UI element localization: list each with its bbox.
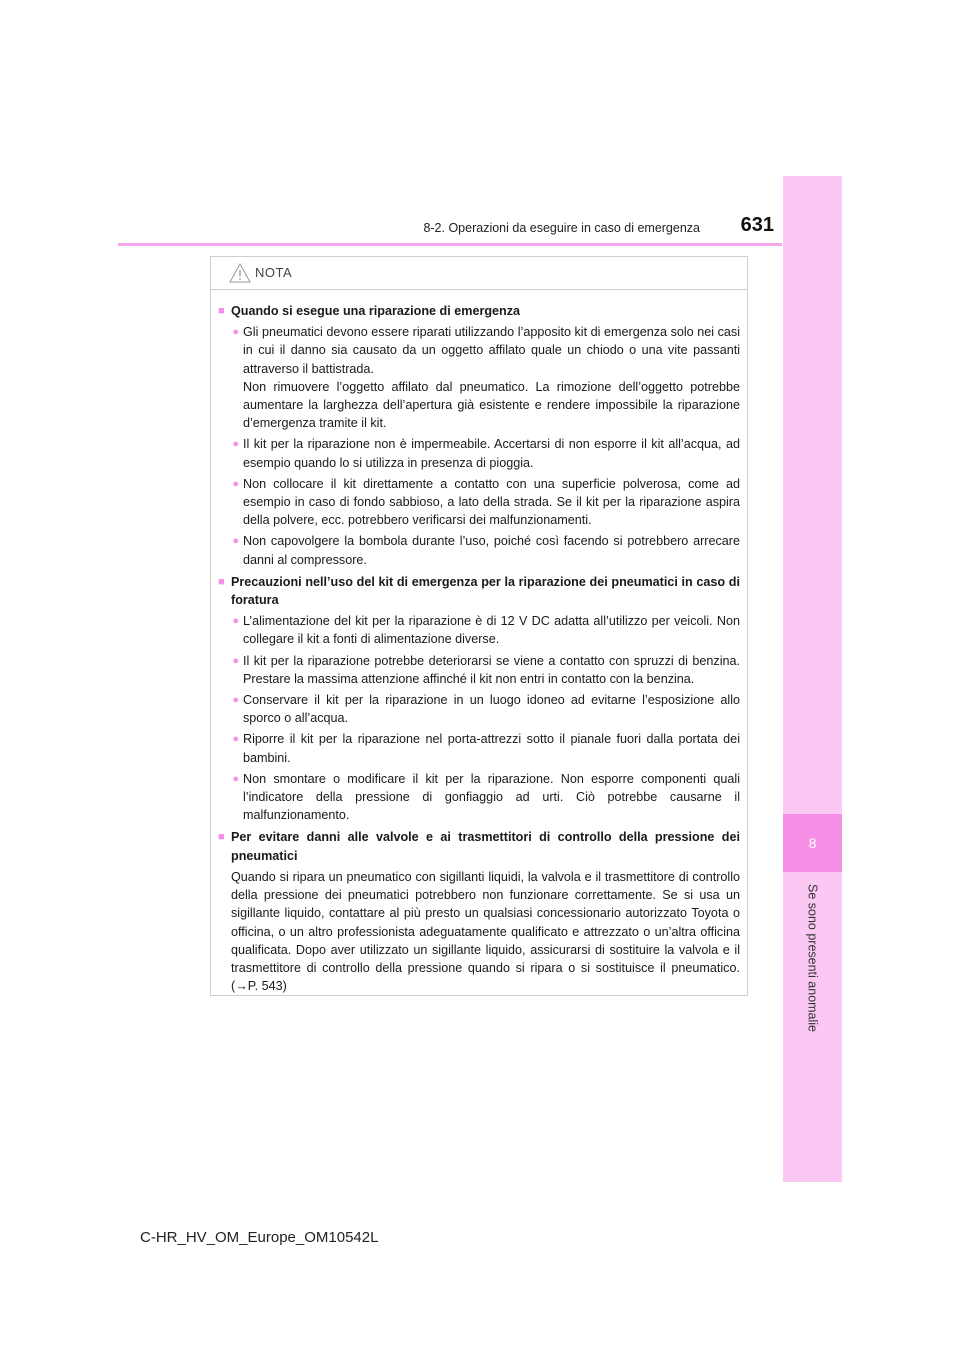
list-item-text	[243, 475, 740, 530]
list-item-paragraph: Non collocare il kit direttamente a contatto con una superficie polverosa, come ad esempio in caso di fondo sabbioso, a lato della strada. Se il kit per la riparazione aspira della polvere, ecc. potrebbero verificarsi dei malfunzionamenti.	[243, 476, 740, 528]
list-item-text	[243, 323, 740, 432]
list-item-paragraph: Il kit per la riparazione potrebbe deteriorarsi se viene a contatto con spruzzi di benzina. Prestare la massima attenzione affinché il kit non entri in contatto con la benzina.	[243, 653, 740, 686]
list-item-text	[243, 612, 740, 648]
section-paragraph	[231, 868, 740, 995]
circle-bullet-icon: ●	[232, 772, 239, 785]
arrow-right-icon: →	[235, 979, 248, 994]
section-title-text: Precauzioni nell’uso del kit di emergenza per la riparazione dei pneumatici in caso di foratura	[231, 574, 740, 608]
square-bullet-icon: ■	[218, 575, 225, 588]
square-bullet-icon: ■	[218, 831, 225, 844]
square-bullet-icon: ■	[218, 305, 225, 317]
circle-bullet-icon: ●	[232, 615, 239, 628]
notice-header	[211, 257, 747, 290]
circle-bullet-icon: ●	[232, 694, 239, 707]
section-title	[218, 828, 740, 864]
circle-bullet-icon: ●	[232, 535, 239, 548]
page-number: 631	[740, 214, 774, 236]
circle-bullet-icon: ●	[232, 477, 239, 490]
list-item-paragraph: Conservare il kit per la riparazione in un luogo idoneo ad evitarne l’esposizione allo sporco o all’acqua.	[243, 693, 740, 726]
chapter-label: Se sono presenti anomalie	[805, 884, 820, 1033]
list-item	[218, 612, 740, 648]
chapter-number: 8	[783, 814, 842, 872]
document-id: C-HR_HV_OM_Europe_OM10542L	[140, 1229, 379, 1246]
page-reference-link[interactable]: P. 543)	[247, 979, 287, 994]
chapter-side-tab	[783, 176, 842, 1182]
list-item-text	[243, 730, 740, 766]
list-item-paragraph: L’alimentazione del kit per la riparazione è di 12 V DC adatta all’utilizzo per veicoli. Non collegare il kit a fonti di alimentazione diverse.	[243, 614, 740, 647]
notice-section	[218, 573, 740, 825]
list-item	[218, 652, 740, 688]
list-item-text	[243, 532, 740, 568]
paragraph-text: Quando si ripara un pneumatico con sigillanti liquidi, la valvola e il trasmettitore di controllo della pressione dei pneumatici potrebbero non funzionare correttamente. Se si usa un sigillante liquido, contattare al più presto un qualsiasi concessionario autorizzato Toyota o officina, o un altro professionista adeguatamente qualificato e attrezzato o un’altra officina qualificata. Dopo aver utilizzato un sigillante liquido, assicurarsi di sostituire la valvola e il trasmettitore di controllo della pressione quando si ripara o si sostituisce il pneumatico. (	[231, 869, 740, 994]
notice-section	[218, 828, 740, 995]
circle-bullet-icon: ●	[232, 733, 239, 746]
warning-triangle-icon	[229, 263, 251, 283]
list-item-paragraph: Non smontare o modificare il kit per la riparazione. Non esporre componenti quali l’indicatore della pressione di gonfiaggio ad urti. Ciò potrebbe causarne il malfunzionamento.	[243, 771, 740, 823]
list-item	[218, 435, 740, 471]
list-item-paragraph: Il kit per la riparazione non è impermeabile. Accertarsi di non esporre il kit all’acqua, ad esempio quando lo si utilizza in presenza di pioggia.	[243, 437, 740, 470]
list-item	[218, 323, 740, 432]
list-item-text	[243, 691, 740, 727]
notice-title: NOTA	[255, 265, 293, 280]
section-title-text: Quando si esegue una riparazione di emergenza	[231, 304, 521, 318]
notice-box	[210, 256, 748, 996]
circle-bullet-icon: ●	[232, 438, 239, 451]
header-divider	[118, 243, 782, 246]
list-item	[218, 691, 740, 727]
list-item	[218, 730, 740, 766]
circle-bullet-icon: ●	[232, 654, 239, 667]
list-item-paragraph: Non capovolgere la bombola durante l’uso, poiché così facendo si potrebbero arrecare danni al compressore.	[243, 534, 740, 567]
section-title	[218, 573, 740, 609]
notice-body	[211, 290, 747, 995]
list-item	[218, 475, 740, 530]
list-item-paragraph: Gli pneumatici devono essere riparati utilizzando l’apposito kit di emergenza solo nei casi in cui il danno sia causato da un oggetto affilato quale un chiodo o una vite passanti attraverso il battistrada.	[243, 325, 740, 376]
notice-section	[218, 302, 740, 569]
list-item-text	[243, 770, 740, 825]
list-item-text	[243, 652, 740, 688]
list-item-paragraph: Riporre il kit per la riparazione nel porta-attrezzi sotto il pianale fuori dalla portata dei bambini.	[243, 732, 740, 765]
list-item	[218, 532, 740, 568]
list-item-paragraph: Non rimuovere l’oggetto affilato dal pneumatico. La rimozione dell’oggetto potrebbe aumentare la larghezza dell’apertura già esistente e rendere impossibile la riparazione d’emergenza tramite il kit.	[243, 379, 740, 431]
list-item	[218, 770, 740, 825]
circle-bullet-icon: ●	[232, 326, 239, 339]
list-item-text	[243, 435, 740, 471]
section-title	[218, 302, 740, 320]
section-title-text: Per evitare danni alle valvole e ai trasmettitori di controllo della pressione dei pneumatici	[231, 830, 740, 863]
section-heading: 8-2. Operazioni da eseguire in caso di emergenza	[423, 221, 700, 235]
